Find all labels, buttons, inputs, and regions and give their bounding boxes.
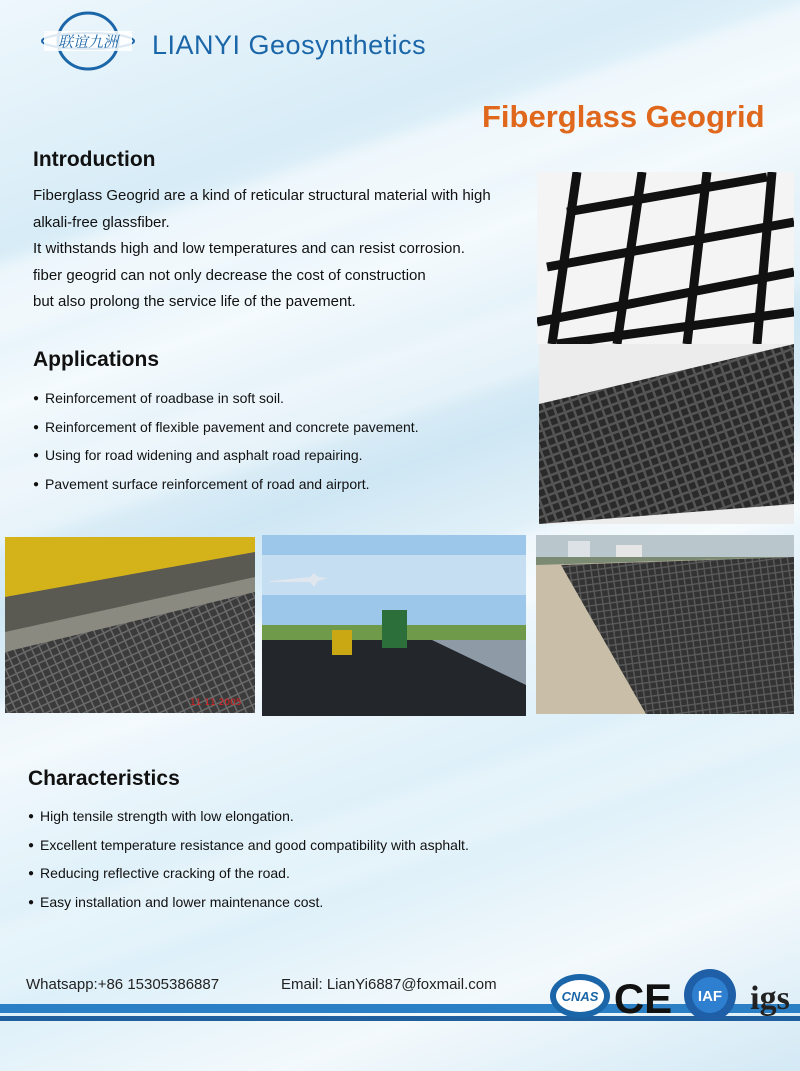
paver-photo: [5, 537, 255, 713]
svg-text:CNAS: CNAS: [561, 989, 599, 1004]
cnas-logo: [550, 974, 610, 1018]
intro-line: fiber geogrid can not only decrease the cost of construction: [33, 266, 426, 284]
introduction-text: [33, 183, 523, 316]
characteristics-list: [28, 808, 469, 922]
brand-name: LIANYI Geosynthetics: [152, 30, 427, 60]
email-contact: Email: LianYi6887@foxmail.com: [281, 976, 497, 993]
geogrid-closeup-photo: [537, 172, 794, 344]
applications-list: [33, 390, 419, 504]
svg-text:IAF: IAF: [697, 988, 723, 1005]
intro-line: but also prolong the service life of the pavement.: [33, 293, 356, 310]
logo-text: 联谊九洲: [57, 33, 119, 51]
intro-line: It withstands high and low temperatures and can resist corrosion.: [33, 240, 465, 257]
list-item: ● Reducing reflective cracking of the road.: [28, 865, 469, 894]
list-item: ● Pavement surface reinforcement of road and airport.: [33, 476, 419, 505]
highway-photo: [536, 535, 794, 714]
list-item: ● Reinforcement of flexible pavement and concrete pavement.: [33, 419, 419, 448]
iaf-logo: [684, 969, 736, 1021]
list-item: ● High tensile strength with low elongation.: [28, 808, 469, 837]
page-title: Fiberglass Geogrid: [482, 99, 765, 134]
list-item: ● Using for road widening and asphalt road repairing.: [33, 447, 419, 476]
whatsapp-contact: Whatsapp:+86 15305386887: [26, 976, 220, 993]
intro-line: Fiberglass Geogrid are a kind of reticular structural material with high: [33, 187, 491, 204]
list-item: ● Excellent temperature resistance and good compatibility with asphalt.: [28, 837, 469, 866]
company-logo: [40, 10, 136, 72]
igs-logo: igs: [750, 980, 790, 1017]
photo-date-stamp: 11 11 2005: [190, 698, 242, 708]
ce-mark: CE: [613, 975, 673, 1022]
certification-logos: [545, 965, 800, 1025]
geogrid-roll-photo: [539, 344, 794, 524]
intro-line: alkali-free glassfiber.: [33, 213, 170, 231]
characteristics-heading: Characteristics: [28, 767, 180, 790]
list-item: ● Easy installation and lower maintenance cost.: [28, 894, 469, 923]
airport-paving-photo: [262, 535, 526, 716]
list-item: ● Reinforcement of roadbase in soft soil.: [33, 390, 419, 419]
applications-heading: Applications: [33, 348, 160, 371]
introduction-heading: Introduction: [33, 148, 156, 171]
